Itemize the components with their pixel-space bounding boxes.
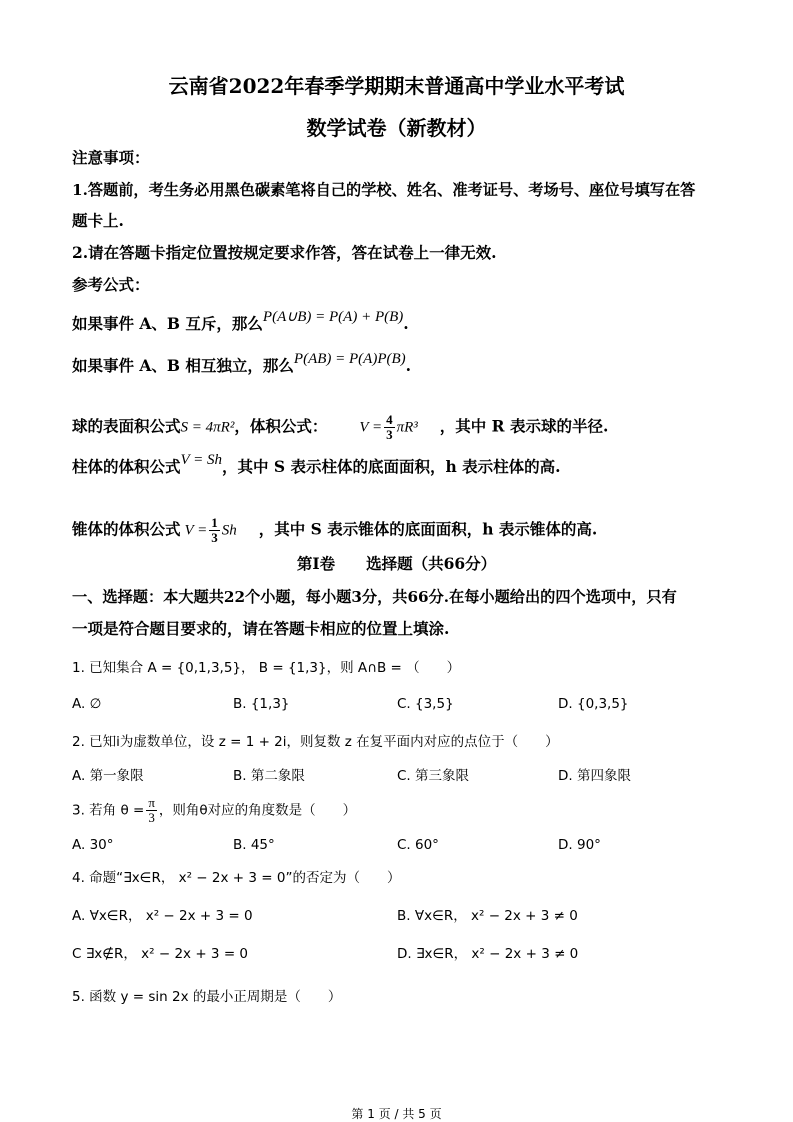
formula-math: S = 4πR²	[180, 419, 235, 436]
q3-option-a[interactable]: A. 30°	[72, 837, 114, 853]
formula-math: P(A∪B) = P(A) + P(B)	[262, 309, 404, 325]
page-footer: 第 1 页 / 共 5 页	[351, 1107, 442, 1121]
notice-heading: 注意事项：	[72, 148, 150, 167]
fraction	[384, 413, 395, 442]
notice-item-2: 2.请在答题卡指定位置按规定要求作答，答在试卷上一律无效.	[72, 243, 497, 262]
formula-prism	[72, 452, 561, 478]
section-instructions-cont: 一项是符合题目要求的，请在答题卡相应的位置上填涂.	[72, 619, 450, 638]
q3-option-c[interactable]: C. 60°	[397, 837, 439, 853]
denominator: 3	[211, 530, 218, 545]
q3-option-d[interactable]: D. 90°	[558, 837, 601, 853]
q2-option-c[interactable]: C. 第三象限	[397, 768, 470, 784]
period: .	[405, 356, 412, 375]
formula-exclusive	[72, 309, 409, 335]
q3-option-b[interactable]: B. 45°	[233, 837, 275, 853]
question-3	[72, 796, 356, 825]
numerator: π	[148, 795, 155, 810]
formula-math: Sh	[221, 522, 237, 539]
q1-option-b[interactable]: B. {1,3}	[233, 696, 290, 712]
q4-option-a[interactable]: A. ∀x∈R， x² − 2x + 3 = 0	[72, 908, 253, 924]
denominator: 3	[148, 810, 155, 825]
exam-title: 云南省2022年春季学期期末普通高中学业水平考试	[168, 74, 625, 98]
formula-math: πR³	[396, 419, 418, 436]
fraction	[146, 796, 157, 825]
formula-label: 如果事件 A、B 互斥，那么	[72, 314, 263, 333]
formula-label: ，体积公式：	[234, 416, 328, 436]
formula-math: P(AB) = P(A)P(B)	[293, 351, 406, 367]
question-1: 1. 已知集合 A = {0,1,3,5}， B = {1,3}，则 A∩B = （ ）	[72, 660, 461, 676]
section-instructions: 一、选择题：本大题共22个小题，每小题3分，共66分.在每小题给出的四个选项中，只有	[72, 588, 677, 606]
formula-label: 如果事件 A、B 相互独立，那么	[72, 356, 294, 375]
formula-cone	[72, 516, 597, 545]
formula-math: V =	[184, 522, 208, 539]
section-title: 第Ⅰ卷 选择题（共66分）	[296, 554, 497, 573]
q1-option-d[interactable]: D. {0,3,5}	[558, 696, 629, 712]
stem-text: 3. 若角 θ =	[72, 802, 145, 819]
q2-option-d[interactable]: D. 第四象限	[558, 768, 631, 784]
formulas-heading: 参考公式：	[72, 275, 150, 294]
period: .	[403, 314, 409, 333]
stem-text: ，则角θ对应的角度数是（ ）	[158, 802, 357, 819]
formula-math: V =	[359, 419, 383, 436]
formula-label: ，其中 S 表示锥体的底面面积，h 表示锥体的高.	[258, 519, 598, 539]
formula-label: ，其中 S 表示柱体的底面面积，h 表示柱体的高.	[222, 457, 561, 476]
q2-option-a[interactable]: A. 第一象限	[72, 768, 144, 784]
formula-math: V = Sh	[180, 452, 223, 468]
numerator: 4	[386, 412, 393, 427]
q4-option-b[interactable]: B. ∀x∈R， x² − 2x + 3 ≠ 0	[397, 908, 578, 924]
formula-label: 锥体的体积公式	[72, 519, 181, 539]
question-4: 4. 命题“∃x∈R， x² − 2x + 3 = 0”的否定为（ ）	[72, 870, 401, 886]
numerator: 1	[211, 515, 218, 530]
formula-label: ，其中 R 表示球的半径.	[439, 416, 609, 436]
q4-option-d[interactable]: D. ∃x∈R， x² − 2x + 3 ≠ 0	[397, 946, 579, 962]
q4-option-c[interactable]: C ∃x∉R， x² − 2x + 3 = 0	[72, 946, 249, 962]
formula-label: 球的表面积公式	[72, 416, 181, 436]
q1-option-c[interactable]: C. {3,5}	[397, 696, 454, 712]
notice-item-1-cont: 题卡上.	[72, 211, 124, 230]
fraction	[209, 516, 220, 545]
denominator: 3	[386, 427, 393, 442]
exam-subtitle: 数学试卷（新教材）	[306, 116, 487, 140]
q2-option-b[interactable]: B. 第二象限	[233, 768, 305, 784]
notice-item-1: 1.答题前，考生务必用黑色碳素笔将自己的学校、姓名、准考证号、考场号、座位号填写在答	[72, 181, 696, 199]
formula-independent	[72, 351, 412, 377]
question-2: 2. 已知i为虚数单位，设 z = 1 + 2i，则复数 z 在复平面内对应的点位于（ ）	[72, 734, 559, 750]
q1-option-a[interactable]: A. ∅	[72, 696, 102, 712]
question-5: 5. 函数 y = sin 2x 的最小正周期是（ ）	[72, 989, 342, 1005]
formula-label: 柱体的体积公式	[72, 457, 181, 476]
formula-sphere	[72, 413, 608, 442]
